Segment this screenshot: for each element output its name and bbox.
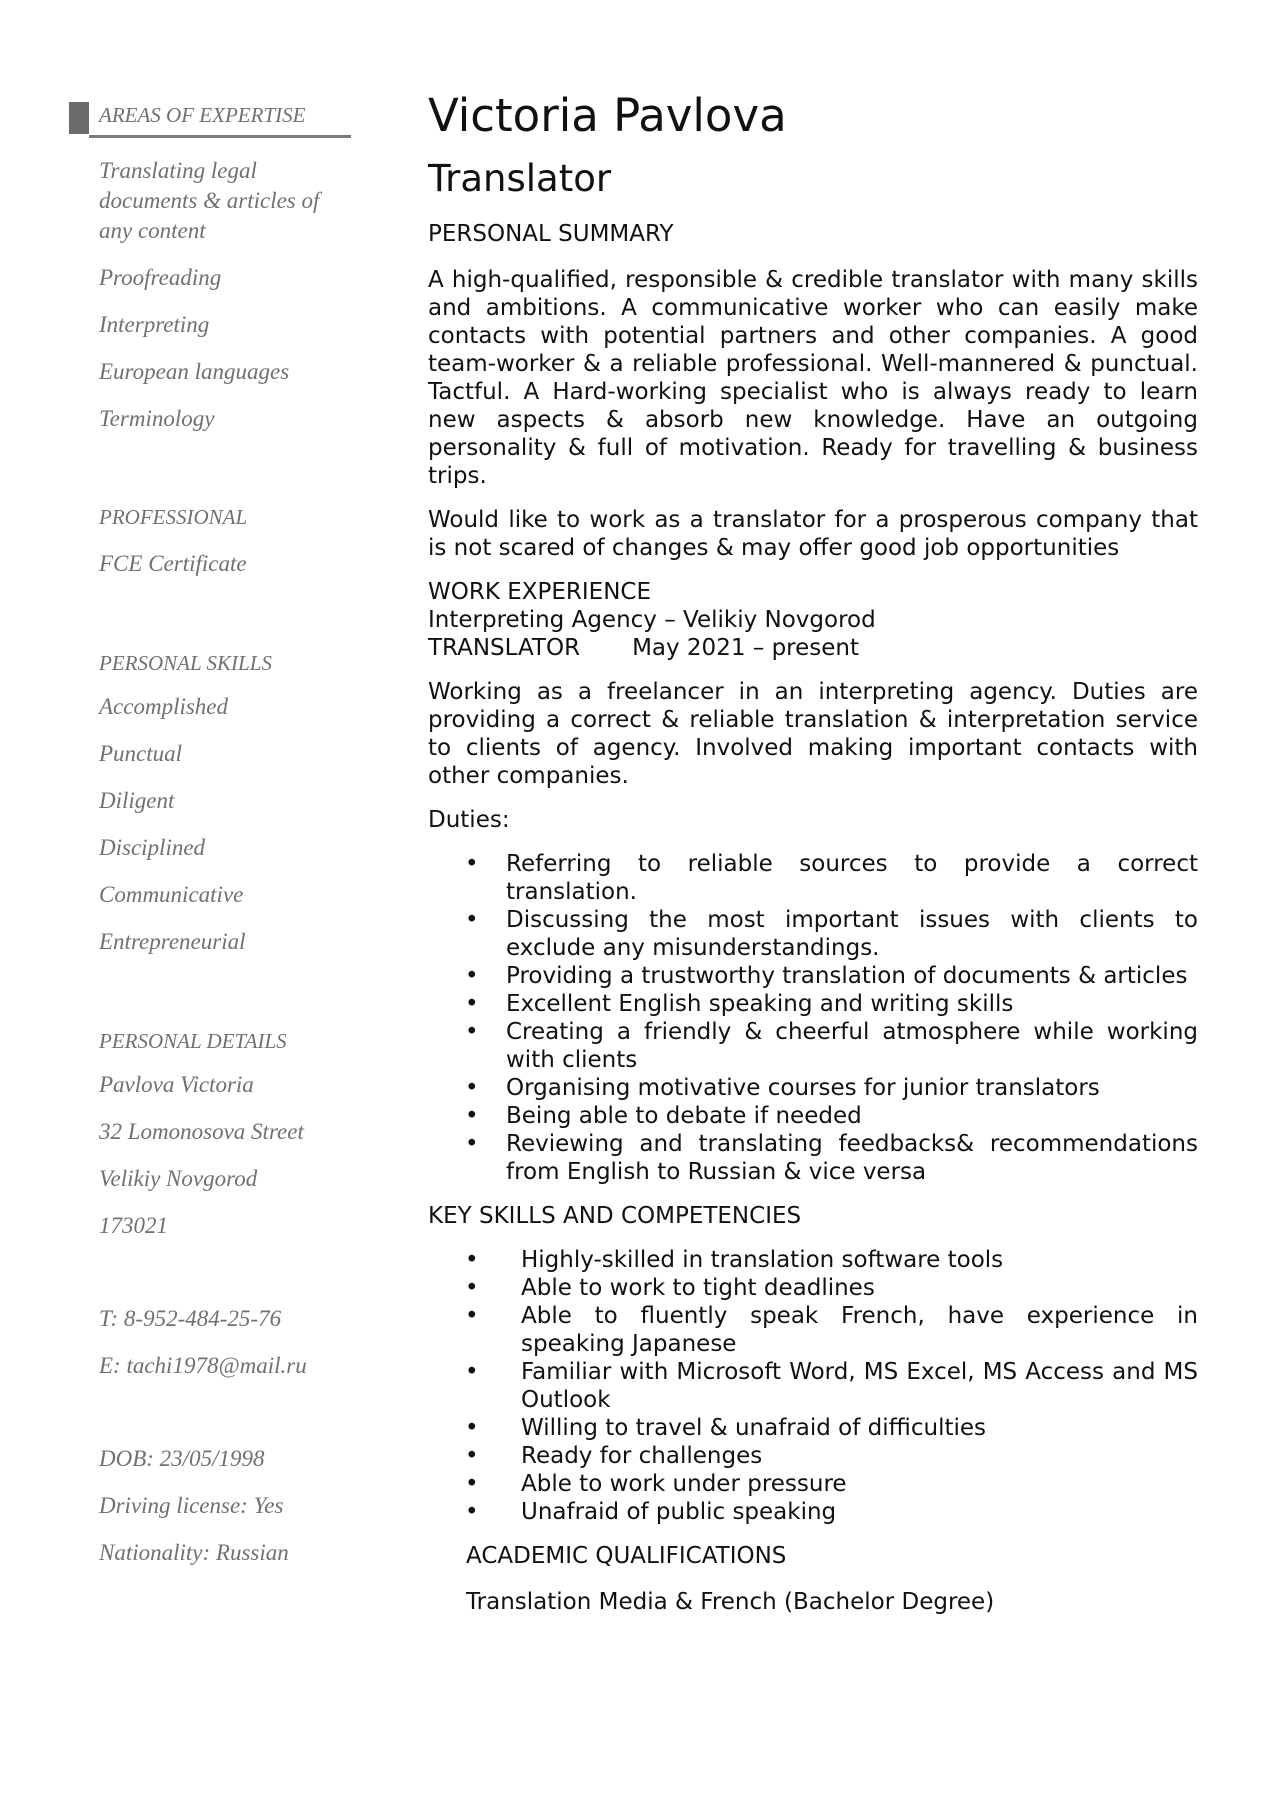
driving-license: Driving license: Yes [99, 1493, 284, 1518]
personal-skills-heading: PERSONAL SKILLS [99, 651, 272, 675]
list-item: • Unafraid of public speaking [465, 1499, 837, 1525]
work-company: Interpreting Agency – Velikiy Novgorod [428, 607, 876, 633]
main-content [428, 88, 1198, 1616]
duties-list [428, 850, 1198, 1186]
phone: T: 8-952-484-25-76 [99, 1306, 282, 1331]
list-item: • Ready for challenges [465, 1443, 763, 1469]
skill-item: Entrepreneurial [99, 929, 246, 954]
detail-city: Velikiy Novgorod [99, 1166, 258, 1191]
detail-street: 32 Lomonosova Street [99, 1119, 304, 1144]
work-dates: May 2021 – present [632, 635, 860, 661]
list-item: • Familiar with Microsoft Word, MS Excel, MS Access and MS Outlook [465, 1359, 1198, 1413]
date-of-birth: DOB: 23/05/1998 [99, 1446, 265, 1471]
work-heading: WORK EXPERIENCE [428, 579, 652, 605]
list-item: • Creating a friendly & cheerful atmosphere while working with clients [465, 1019, 1198, 1073]
summary-heading: PERSONAL SUMMARY [428, 221, 674, 247]
expertise-item: Interpreting [99, 312, 210, 337]
list-item: • Able to work under pressure [465, 1471, 847, 1497]
email: E: tachi1978@mail.ru [99, 1353, 307, 1378]
expertise-item: Translating legal documents & articles of any content [99, 158, 320, 243]
skill-item: Communicative [99, 882, 244, 907]
detail-postcode: 173021 [99, 1213, 168, 1238]
list-item: • Referring to reliable sources to provide a correct translation. [465, 851, 1198, 905]
divider [89, 135, 351, 138]
job-title: Translator [428, 157, 612, 200]
academic-degree: Translation Media & French (Bachelor Degree) [466, 1589, 995, 1615]
personal-details-heading: PERSONAL DETAILS [99, 1029, 287, 1053]
work-role-line [428, 634, 1198, 662]
list-item: • Excellent English speaking and writing skills [465, 991, 1014, 1017]
sidebar [69, 100, 351, 1568]
expertise-heading: AREAS OF EXPERTISE [99, 103, 306, 127]
skill-item: Punctual [99, 741, 183, 766]
skill-item: Diligent [99, 788, 175, 813]
list-item: • Discussing the most important issues with clients to exclude any misunderstandings. [465, 907, 1198, 961]
professional-item: FCE Certificate [99, 551, 247, 576]
expertise-item: European languages [99, 359, 290, 384]
skill-item: Accomplished [99, 694, 229, 719]
work-description: Working as a freelancer in an interpreting agency. Duties are providing a correct & reliable translation & interpretation service to clients of agency. Involved making important contacts with other companies. [428, 679, 1198, 789]
list-item: • Willing to travel & unafraid of difficulties [465, 1415, 987, 1441]
expertise-item: Proofreading [99, 265, 222, 290]
list-item: • Reviewing and translating feedbacks& recommendations from English to Russian & vice versa [465, 1131, 1198, 1185]
academic-heading: ACADEMIC QUALIFICATIONS [466, 1543, 787, 1569]
professional-heading: PROFESSIONAL [99, 505, 248, 529]
list-item: • Highly-skilled in translation software tools [465, 1247, 1004, 1273]
skill-item: Disciplined [99, 835, 206, 860]
work-role: TRANSLATOR [428, 635, 581, 661]
objective-paragraph: Would like to work as a translator for a prosperous company that is not scared of changes & may offer good job opportunities [428, 507, 1198, 561]
nationality: Nationality: Russian [99, 1540, 289, 1565]
summary-paragraph: A high-qualified, responsible & credible translator with many skills and ambitions. A communicative worker who can easily make contacts with potential partners and other companies. A good team-worker & a reliable professional. Well-mannered & punctual. Tactful. A Hard-working specialist who is always ready to learn new aspects & absorb new knowledge. Have an outgoing personality & full of motivation. Ready for travelling & business trips. [428, 267, 1198, 489]
candidate-name: Victoria Pavlova [428, 89, 787, 142]
section-marker [69, 102, 89, 134]
list-item: • Organising motivative courses for junior translators [465, 1075, 1100, 1101]
key-skills-list [428, 1246, 1198, 1526]
list-item: • Providing a trustworthy translation of documents & articles [465, 963, 1188, 989]
list-item: • Being able to debate if needed [465, 1103, 862, 1129]
detail-name: Pavlova Victoria [99, 1072, 254, 1097]
list-item: • Able to fluently speak French, have experience in speaking Japanese [465, 1303, 1198, 1357]
duties-label: Duties: [428, 807, 510, 833]
list-item: • Able to work to tight deadlines [465, 1275, 875, 1301]
key-skills-heading: KEY SKILLS AND COMPETENCIES [428, 1203, 802, 1229]
expertise-item: Terminology [99, 406, 215, 431]
